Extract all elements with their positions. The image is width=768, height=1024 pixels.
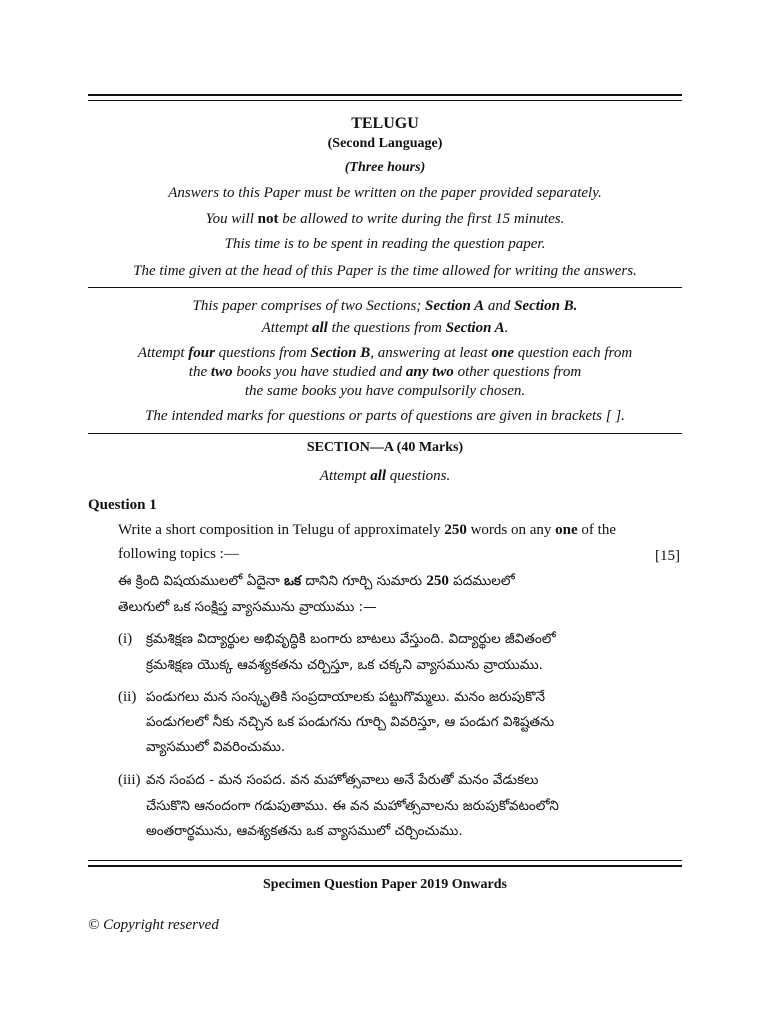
question-label: Question 1 xyxy=(88,497,157,513)
bottom-rule-2 xyxy=(88,865,682,867)
section-heading: SECTION—A (40 Marks) xyxy=(306,440,464,455)
specimen-footer: Specimen Question Paper 2019 Onwards xyxy=(263,877,507,892)
option-ii-line-3: వ్యాసములో వివరించుము. xyxy=(146,739,286,755)
paper-subtitle: (Second Language) xyxy=(327,136,443,151)
option-iii-line-2: చేసుకొని ఆనందంగా గడుపుతాము. ఈ వన మహోత్సవాలను జరుపుకోవటంలోని xyxy=(146,798,559,814)
option-ii-number: (ii) xyxy=(118,689,137,705)
info-line-1: This paper comprises of two Sections; Section A and Section B. xyxy=(192,298,578,314)
option-i-number: (i) xyxy=(118,631,133,647)
info-line-4: the two books you have studied and any two other questions from xyxy=(188,364,582,380)
copyright-notice: © Copyright reserved xyxy=(88,917,219,933)
instruction-line-3: This time is to be spent in reading the question paper. xyxy=(224,236,546,252)
header-divider xyxy=(88,287,682,288)
option-ii-line-1: పండుగలు మన సంస్కృతికి సంప్రదాయాలకు పట్టుగొమ్మలు. మనం జరుపుకొనే xyxy=(146,689,546,705)
option-i-line-2: క్రమశిక్షణ యొక్క ఆవశ్యకతను చర్చిస్తూ, ఒక చక్కని వ్యాసమును వ్రాయుము. xyxy=(146,657,543,673)
telugu-instruction-line-2: తెలుగులో ఒక సంక్షిప్త వ్యాసమును వ్రాయుము :— xyxy=(118,599,377,615)
instruction-line-2: You will not be allowed to write during the first 15 minutes. xyxy=(205,211,565,227)
info-line-5: the same books you have compulsorily chosen. xyxy=(244,383,526,399)
question-marks: [15] xyxy=(655,548,680,564)
info-line-2: Attempt all the questions from Section A. xyxy=(261,320,509,336)
instruction-line-1: Answers to this Paper must be written on the paper provided separately. xyxy=(168,185,602,201)
bottom-rule-1 xyxy=(88,860,682,861)
instruction-line-4: The time given at the head of this Paper is the time allowed for writing the answers. xyxy=(133,263,637,279)
option-iii-line-3: అంతరార్థమును, ఆవశ్యకతను ఒక వ్యాసములో చర్చించుము. xyxy=(146,823,463,839)
info-divider xyxy=(88,433,682,434)
top-rule-2 xyxy=(88,100,682,101)
option-i-line-1: క్రమశిక్షణ విద్యార్థుల అభివృద్ధికి బంగారు బాటలు వేస్తుంది. విద్యార్థుల జీవితంలో xyxy=(146,631,556,647)
option-iii-line-1: వన సంపద - మన సంపద. వన మహోత్సవాలు అనే పేరుతో మనం వేడుకలు xyxy=(146,772,539,788)
telugu-instruction-line-1: ఈ క్రింది విషయములలో ఏదైనా ఒక దానిని గూర్చి సుమారు 250 పదములలో xyxy=(118,573,515,589)
question-text-line-2: following topics :— xyxy=(118,546,239,562)
info-line-3: Attempt four questions from Section B, answering at least one question each from xyxy=(137,345,633,361)
section-instruction: Attempt all questions. xyxy=(319,468,451,484)
question-text-line-1: Write a short composition in Telugu of approximately 250 words on any one of the xyxy=(118,522,616,538)
paper-duration: (Three hours) xyxy=(344,160,426,175)
paper-title: TELUGU xyxy=(351,115,419,132)
info-line-6: The intended marks for questions or parts of questions are given in brackets [ ]. xyxy=(145,408,625,424)
option-iii-number: (iii) xyxy=(118,772,141,788)
top-rule-1 xyxy=(88,94,682,96)
option-ii-line-2: పండుగలలో నీకు నచ్చిన ఒక పండుగను గూర్చి వివరిస్తూ, ఆ పండుగ విశిష్టతను xyxy=(146,714,555,730)
